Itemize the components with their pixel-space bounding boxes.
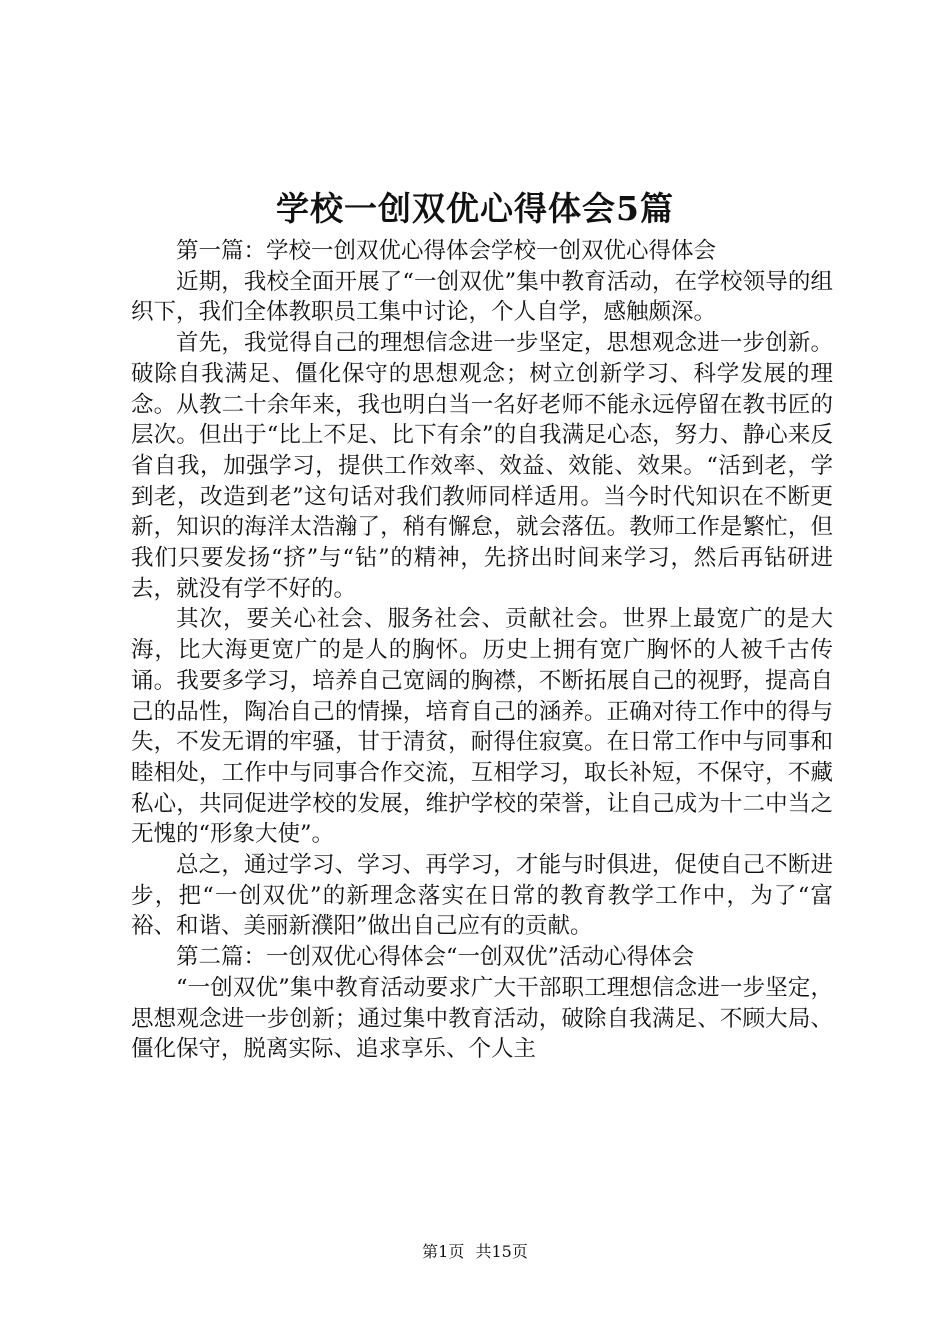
section-heading-2: 第二篇：一创双优心得体会“一创双优”活动心得体会 [176,944,695,971]
page-total: 共15页 [475,1242,528,1261]
document-title: 学校一创双优心得体会5篇 [276,189,674,228]
paragraph: 近期，我校全面开展了“一创双优”集中教育活动，在学校领导的组织下，我们全体教职员工集中讨论，个人自学，感触颇深。 [131,268,833,326]
paragraph: 其次，要关心社会、服务社会、贡献社会。世界上最宽广的是大海，比大海更宽广的是人的胸怀。历史上拥有宽广胸怀的人被千古传诵。我要多学习，培养自己宽阔的胸襟，不断拓展自己的视野，提高自己的品性，陶冶自己的情操，培育自己的涵养。正确对待工作中的得与失，不发无谓的牢骚，甘于清贫，耐得住寂寞。在日常工作中与同事和睦相处，工作中与同事合作交流，互相学习，取长补短，不保守，不藏私心，共同促进学校的发展，维护学校的荣誉，让自己成为十二中当之无愧的“形象大使”。 [131,606,833,848]
page-footer [0,1241,950,1263]
paragraph: 首先，我觉得自己的理想信念进一步坚定，思想观念进一步创新。破除自我满足、僵化保守的思想观念；树立创新学习、科学发展的理念。从教二十余年来，我也明白当一名好老师不能永远停留在教书匠的层次。但出于“比上不足、比下有余”的自我满足心态，努力、静心来反省自我，加强学习，提供工作效率、效益、效能、效果。“活到老，学到老，改造到老”这句话对我们教师同样适用。当今时代知识在不断更新，知识的海洋太浩瀚了，稍有懈怠，就会落伍。教师工作是繁忙，但我们只要发扬“挤”与“钻”的精神，先挤出时间来学习，然后再钻研进去，就没有学不好的。 [131,330,833,602]
document-body [131,236,833,1065]
paragraph: “一创双优”集中教育活动要求广大干部职工理想信念进一步坚定，思想观念进一步创新；通过集中教育活动，破除自我满足、不顾大局、僵化保守，脱离实际、追求享乐、个人主 [131,974,833,1063]
section-heading-1: 第一篇：学校一创双优心得体会学校一创双优心得体会 [176,238,717,264]
paragraph: 总之，通过学习、学习、再学习，才能与时俱进，促使自己不断进步，把“一创双优”的新理念落实在日常的教育教学工作中，为了“富裕、和谐、美丽新濮阳”做出自己应有的贡献。 [131,852,833,940]
page-number: 第1页 [422,1242,465,1261]
